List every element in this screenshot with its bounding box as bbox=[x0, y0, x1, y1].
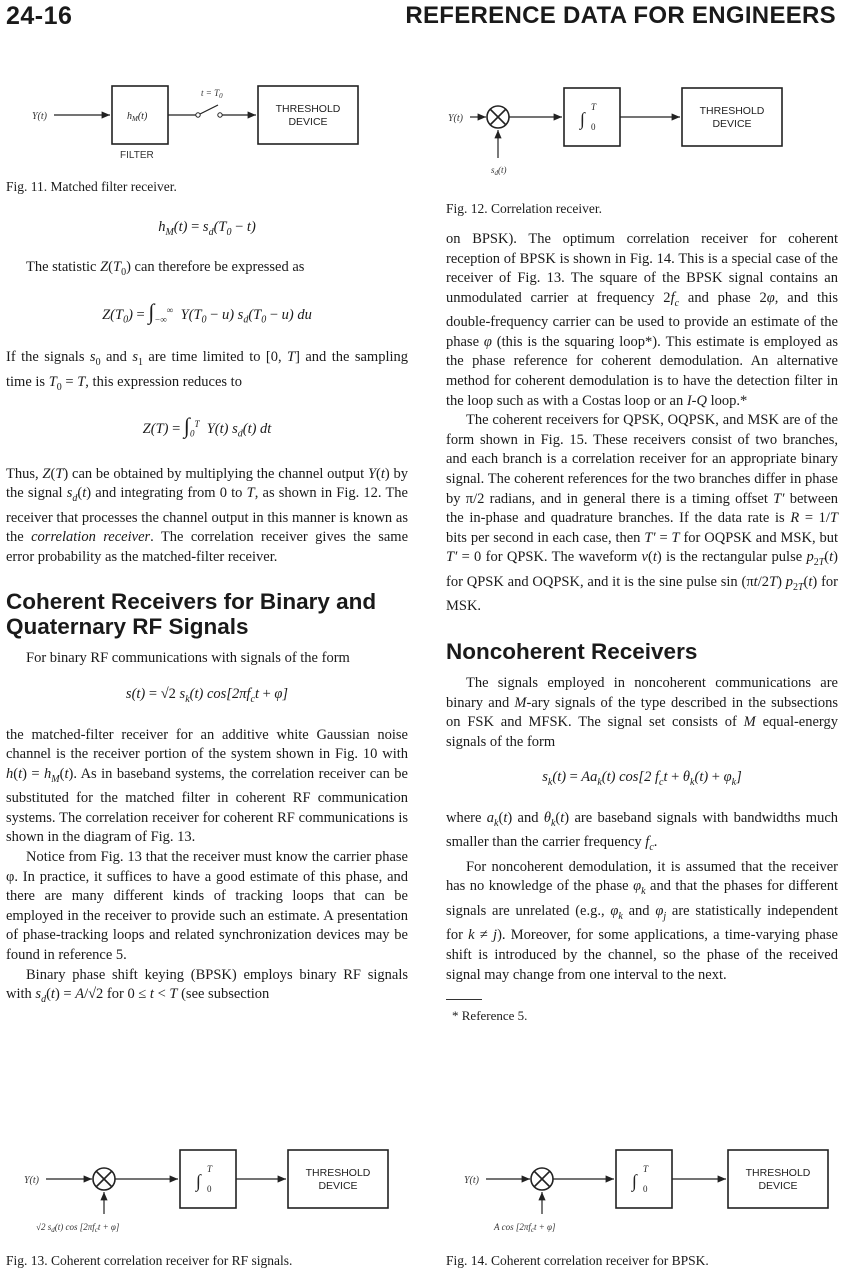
eq-sk: $s_k(t) = Aa_k(t)$ cos[2 $f_ct + \theta_k(t) + \varphi_k$] bbox=[542, 769, 742, 789]
svg-text:Y(t): Y(t) bbox=[464, 1175, 479, 1186]
svg-text:THRESHOLD: THRESHOLD bbox=[305, 1167, 371, 1179]
fig14-threshold-box bbox=[728, 1150, 828, 1208]
svg-text:t = T0: $t = T_0$ bbox=[201, 88, 223, 100]
svg-text:DEVICE: DEVICE bbox=[318, 1180, 358, 1192]
fig14-integrator-box bbox=[616, 1150, 672, 1208]
fig11-filter-name: FILTER bbox=[120, 150, 154, 161]
footnote-rule bbox=[446, 999, 482, 1000]
eq-hm: $h_M(t) = s_d(T_0 - t)$ bbox=[158, 219, 256, 238]
fig11-threshold-box bbox=[258, 86, 358, 144]
right-p3: The signals employed in noncoherent communications are binary and M-ary signals of the type described in the subsections on FSK and MFSK. The signal set consists of M equal-energy signals of the form bbox=[446, 674, 838, 750]
svg-text:DEVICE: DEVICE bbox=[288, 116, 328, 128]
left-p2: If the signals $s_0$ and $s_1$ are time limited to [0, T] and the sampling time is $T_0 = T$, this expression reduces to bbox=[6, 349, 408, 393]
fig13-integrator-box bbox=[180, 1150, 236, 1208]
svg-text:DEVICE: DEVICE bbox=[712, 118, 752, 130]
footnote: * Reference 5. bbox=[452, 1008, 528, 1024]
svg-text:hM(t): $h_M(t)$ bbox=[127, 111, 148, 123]
figure-14-bpsk-receiver bbox=[446, 1142, 841, 1242]
left-p1: The statistic $Z(T_0)$ can therefore be expressed as bbox=[26, 259, 305, 279]
figure-12-correlation-receiver bbox=[446, 78, 836, 178]
fig12-integrator-box bbox=[564, 88, 620, 146]
figure-11-matched-filter bbox=[30, 78, 410, 168]
svg-text:T: T bbox=[207, 1164, 213, 1174]
figure-13-coherent-rf-receiver bbox=[6, 1142, 406, 1242]
svg-text:THRESHOLD: THRESHOLD bbox=[275, 103, 341, 115]
running-title: REFERENCE DATA FOR ENGINEERS bbox=[405, 2, 836, 29]
eq-st: s(t) = √2 $s_k(t) \cos[2\pi f_ct + \varphi]$ bbox=[125, 686, 289, 705]
fig11-caption: Fig. 11. Matched filter receiver. bbox=[6, 179, 177, 194]
right-p4: where $a_k(t)$ and $\theta_k(t)$ are baseband signals with bandwidths much smaller than the carrier frequency $f_c$. bbox=[446, 809, 839, 854]
svg-text:Y(t): Y(t) bbox=[24, 1175, 39, 1186]
svg-text:0: 0 bbox=[591, 122, 596, 132]
fig13-threshold-box bbox=[288, 1150, 388, 1208]
right-p5: For noncoherent demodulation, it is assumed that the receiver has no knowledge of the phase $\varphi_k$ and that the phases for different signals are unrelated (e.g., $\varphi_k$ and $\varphi_j$ are statistically independent for k ≠ j). Moreover, for some applications, a time-varying phase shift is introduced by the channel, so the phase of the received signal may change from one interval to the next. bbox=[446, 858, 839, 983]
svg-text:DEVICE: DEVICE bbox=[758, 1180, 798, 1192]
left-p4: For binary RF communications with signals of the form bbox=[26, 650, 350, 667]
svg-text:sd(t): $s_d(t)$ bbox=[491, 165, 507, 177]
fig13-caption: Fig. 13. Coherent correlation receiver for RF signals. bbox=[6, 1253, 293, 1268]
right-p1: on BPSK). The optimum correlation receiver for coherent reception of BPSK is shown in Fig. 14. This is a special case of the receiver of Fig. 13. The square of the BPSK signal contains an unmodulated carrier at frequency $2f_c$ and phase 2φ, and this double-frequency carrier can be used to provide an estimate of the phase φ (this is the squaring loop*). This estimate is employed as the phase reference for coherent demodulation. An alternative method for coherent demodulation is to have the detection filter in the loop such as with a Costas loop or an I-Q loop.* bbox=[446, 231, 839, 409]
svg-text:∫: ∫ bbox=[632, 1171, 637, 1191]
fig12-threshold-box bbox=[682, 88, 782, 146]
left-p7: Binary phase shift keying (BPSK) employs binary RF signals with $s_d(t) = A/√2$ for 0 ≤ t < T (see subsection bbox=[6, 966, 408, 1005]
right-column bbox=[446, 230, 838, 1026]
page-number: 24-16 bbox=[6, 2, 73, 30]
svg-text:0: 0 bbox=[207, 1184, 212, 1194]
svg-text:T: T bbox=[591, 102, 597, 112]
svg-text:∫: ∫ bbox=[196, 1171, 201, 1191]
svg-text:THRESHOLD: THRESHOLD bbox=[745, 1167, 811, 1179]
svg-text:THRESHOLD: THRESHOLD bbox=[699, 105, 765, 117]
right-p2: The coherent receivers for QPSK, OQPSK, and MSK are of the form shown in Fig. 15. These receivers consist of two branches, and each branch is a correlation receiver for an appropriate binary signal. The coherent references for the two branches differ in phase by π/2 radians, and in general there is a timing offset T′ between the in-phase and quadrature branches. If the data rate is R = 1/T bits per second in each case, then T′ = T for OQPSK and MSK, but T′ = 0 for QPSK. The waveform v(t) is the rectangular pulse $p_{2T}(t)$ for QPSK and OQPSK, and it is the sine pulse sin (πt/2T) $p_{2T}(t)$ for MSK. bbox=[446, 412, 839, 615]
left-p3: Thus, Z(T) can be obtained by multiplying the channel output Y(t) by the signal $s_d(t)$ and integrating from 0 to T, as shown in Fig. 12. The receiver that processes the channel output in this manner is known as the correlation receiver. The correlation receiver gives the same error probability as the matched-filter receiver. bbox=[6, 465, 409, 565]
svg-text:T: T bbox=[643, 1164, 649, 1174]
left-p5: the matched-filter receiver for an additive white Gaussian noise channel is the receiver portion of the system shown in Fig. 10 with $h(t) = h_M(t)$. As in baseband systems, the correlation receiver can be substituted for the matched filter in coherent RF communication systems. The correlation receiver for coherent RF communications is shown in the diagram of Fig. 13. bbox=[6, 726, 408, 846]
fig12-caption: Fig. 12. Correlation receiver. bbox=[446, 201, 602, 216]
left-column bbox=[6, 202, 408, 1010]
eq-zt: $Z(T) = \int_0^T$ Y(t) $s_d(t)$ dt bbox=[142, 413, 272, 440]
fig14-caption: Fig. 14. Coherent correlation receiver for BPSK. bbox=[446, 1253, 709, 1268]
svg-text:√2 sd(t) cos [2πfct + φ]: √2 $s_d(t)$ $\cos [2\pi f_ct + \varphi]$ bbox=[36, 1222, 120, 1234]
eq-z0: $Z(T_0) = \int_{-\infty}^\infty$ $Y(T_0 - u) s_d(T_0 - u)$ du bbox=[102, 298, 312, 326]
left-p6: Notice from Fig. 13 that the receiver must know the carrier phase φ. In practice, it suffices to have a good estimate of this phase, and there are many different kinds of tracking loops that can be employed in the receiver to provide such an estimate. A presentation of phase-tracking loops and related synchronization devices may be found in reference 5. bbox=[6, 848, 408, 963]
svg-text:A cos [2πfct + φ]: A $\cos [2\pi f_ct + \varphi]$ bbox=[494, 1222, 556, 1234]
svg-text:Y(t): Y(t) bbox=[448, 113, 463, 124]
section-heading-noncoherent: Noncoherent Receivers bbox=[446, 638, 698, 664]
svg-text:∫: ∫ bbox=[580, 109, 585, 129]
svg-text:0: 0 bbox=[643, 1184, 648, 1194]
fig11-input-label: Y(t) bbox=[32, 111, 47, 122]
section-heading-coherent: Coherent Receivers for Binary and Quaternary RF Signals bbox=[6, 589, 377, 640]
